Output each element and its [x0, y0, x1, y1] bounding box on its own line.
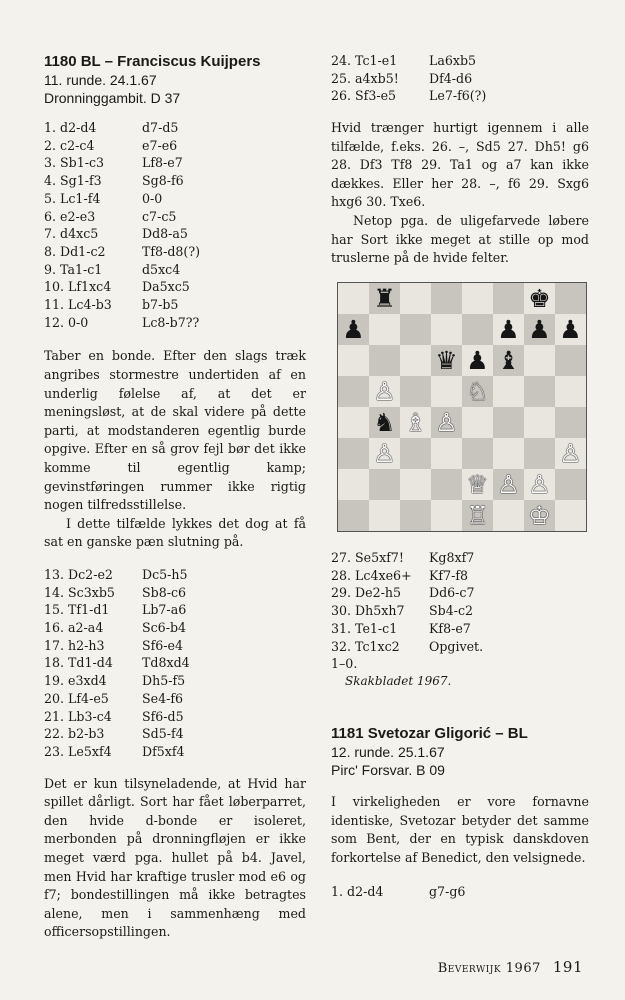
black-move: Df4-d6	[429, 70, 473, 86]
move-row	[331, 584, 589, 602]
white-move: 24. Tc1-e1	[331, 53, 398, 68]
black-move: Td8xd4	[142, 655, 190, 671]
white-move: 22. b2-b3	[44, 726, 105, 742]
move-row	[44, 566, 306, 584]
move-row	[331, 52, 589, 70]
board-square	[338, 376, 369, 407]
black-move: Df5xf4	[142, 744, 185, 759]
white-move: 21. Lb3-c4	[44, 708, 112, 724]
board-square	[555, 500, 586, 531]
move-row	[44, 743, 306, 761]
black-move: Dh5-f5	[142, 673, 186, 689]
move-row	[44, 619, 306, 637]
black-move: Dd6-c7	[429, 585, 475, 601]
board-square	[400, 469, 431, 500]
game-1181-opening: Pirc' Forsvar. B 09	[331, 761, 445, 778]
game-1180-title: 1180 BL – Franciscus Kuijpers	[44, 53, 261, 70]
chess-piece-g7: ♟	[528, 315, 551, 344]
black-move: La6xb5	[429, 53, 477, 68]
move-row	[44, 654, 306, 672]
black-move: Kf7-f8	[429, 567, 469, 583]
black-move: Dc5-h5	[142, 566, 188, 582]
right-column	[331, 52, 589, 268]
move-list-2	[44, 566, 306, 761]
chess-piece-e5: ♘	[466, 377, 489, 406]
game-1181-commentary: I virkeligheden er vore fornavne identiske, Svetozar betyder det samme som Bent, der en typisk danskdoven forkortelse af Benedict, den velsignede.	[331, 793, 589, 865]
board-square	[369, 314, 400, 345]
board-square	[493, 438, 524, 469]
commentary-5: Netop pga. de uligefarvede løbere har Sort ikke meget at stille op mod truslerne på de hvide felter.	[331, 213, 589, 266]
board-square	[493, 407, 524, 438]
black-move: Lb7-a6	[142, 602, 187, 618]
commentary-1: Taber en bonde. Efter den slags træk angribes stormestre undertiden af en underlig følelse af, at det er meningsløst, at de skal videre på dette parti, at modstanderen egentlig burde opgive. Efter en så grov fejl bør det ikke komme til egentlig kamp; gevinstføringen rummer ikke rigtig nogen tilfredsstillelse.	[44, 348, 306, 513]
page-footer	[438, 958, 583, 976]
black-move: Sg8-f6	[142, 173, 184, 189]
move-row	[44, 314, 306, 332]
board-square	[400, 376, 431, 407]
move-list-1	[44, 119, 306, 331]
board-square	[338, 407, 369, 438]
black-move: Sb4-c2	[429, 603, 474, 619]
board-square	[431, 438, 462, 469]
chess-piece-f6: ♝	[497, 346, 520, 375]
black-move: Sf6-e4	[142, 637, 184, 653]
board-square	[493, 376, 524, 407]
black-move: d5xc4	[142, 261, 181, 277]
chess-piece-b5: ♙	[373, 377, 396, 406]
black-move: c7-c5	[142, 208, 177, 224]
move-row	[331, 602, 589, 620]
move-row	[44, 278, 306, 296]
board-square	[369, 345, 400, 376]
black-move: d7-d5	[142, 120, 179, 135]
black-move: Sf6-d5	[142, 708, 184, 724]
move-row	[331, 638, 589, 656]
board-square	[338, 345, 369, 376]
commentary-2: I dette tilfælde lykkes det dog at få sat en ganske pæn slutning på.	[44, 515, 306, 550]
board-square	[431, 314, 462, 345]
black-move: Sd5-f4	[142, 726, 184, 742]
board-square	[369, 500, 400, 531]
board-square	[524, 438, 555, 469]
game-1181-round: 12. runde. 25.1.67	[331, 743, 445, 760]
move-row	[44, 690, 306, 708]
black-move: Kg8xf7	[429, 550, 475, 565]
game-1180-round: 11. runde. 24.1.67	[44, 72, 157, 88]
white-move: 32. Tc1xc2	[331, 638, 400, 654]
board-square	[400, 345, 431, 376]
chess-piece-b8: ♜	[373, 284, 396, 313]
chess-piece-e6: ♟	[466, 346, 489, 375]
commentary-4: Hvid trænger hurtigt igennem i alle tilfælde, f.eks. 26. –, Sd5 27. Dh5! g6 28. Df3 Tf8 29. Ta1 og a7 kan ikke dækkes. Eller her 28. –, f6 29. Sxg6 hxg6 30. Txe6.	[331, 120, 589, 210]
white-move: 12. 0-0	[44, 314, 89, 330]
white-move: 29. De2-h5	[331, 585, 401, 601]
chess-piece-a7: ♟	[342, 315, 365, 344]
game-1181-title: 1181 Svetozar Gligorić – BL	[331, 724, 528, 742]
move-row	[44, 243, 306, 261]
black-move: Sb8-c6	[142, 584, 187, 600]
white-move: 27. Se5xf7!	[331, 550, 404, 565]
chess-piece-b4: ♞	[373, 408, 396, 437]
right-column-lower	[331, 549, 589, 901]
board-square	[555, 469, 586, 500]
move-row	[44, 296, 306, 314]
chess-piece-h7: ♟	[559, 315, 582, 344]
white-move: 18. Td1-d4	[44, 655, 113, 671]
board-square	[369, 469, 400, 500]
board-square	[462, 314, 493, 345]
white-move: 13. Dc2-e2	[44, 566, 113, 582]
game-result: 1–0.	[331, 656, 358, 672]
chess-piece-d4: ♙	[435, 408, 458, 437]
board-square	[524, 407, 555, 438]
white-move: 19. e3xd4	[44, 673, 107, 689]
white-move: 3. Sb1-c3	[44, 155, 105, 171]
board-square	[462, 283, 493, 314]
move-row	[44, 672, 306, 690]
board-square	[431, 283, 462, 314]
white-move: 20. Lf4-e5	[44, 690, 109, 706]
white-move: 26. Sf3-e5	[331, 88, 397, 104]
move-row	[44, 584, 306, 602]
black-move: Se4-f6	[142, 690, 184, 706]
game-1181-move-list	[331, 883, 589, 901]
chess-piece-g8: ♚	[528, 284, 551, 313]
white-move: 15. Tf1-d1	[44, 602, 110, 618]
move-row	[44, 190, 306, 208]
move-row	[44, 708, 306, 726]
board-square	[400, 283, 431, 314]
black-move: Opgivet.	[429, 638, 484, 654]
white-move: 1. d2-d4	[44, 120, 97, 135]
board-square	[555, 345, 586, 376]
source-citation: Skakbladet 1967.	[345, 673, 452, 688]
black-move: Sc6-b4	[142, 620, 187, 636]
page-number: 191	[552, 958, 583, 976]
move-list-3	[331, 52, 589, 105]
white-move: 5. Lc1-f4	[44, 190, 101, 206]
white-move: 23. Le5xf4	[44, 744, 112, 759]
move-row	[331, 620, 589, 638]
black-move: 0-0	[142, 190, 163, 206]
white-move: 6. e2-e3	[44, 208, 96, 224]
white-move: 10. Lf1xc4	[44, 279, 112, 295]
board-square	[462, 407, 493, 438]
chess-piece-f7: ♟	[497, 315, 520, 344]
board-square	[462, 438, 493, 469]
white-move: 31. Te1-c1	[331, 620, 398, 636]
chess-diagram	[337, 282, 587, 532]
board-square	[338, 283, 369, 314]
white-move: 1. d2-d4	[331, 884, 384, 900]
chess-piece-h3: ♙	[559, 439, 582, 468]
chess-piece-e1: ♖	[466, 501, 489, 530]
left-column	[44, 52, 306, 942]
white-move: 11. Lc4-b3	[44, 297, 112, 313]
board-square	[338, 500, 369, 531]
move-row	[44, 119, 306, 137]
black-move: Kf8-e7	[429, 620, 471, 636]
move-row	[44, 172, 306, 190]
board-square	[431, 376, 462, 407]
black-move: b7-b5	[142, 297, 179, 313]
chess-piece-f2: ♙	[497, 470, 520, 499]
chess-piece-g2: ♙	[528, 470, 551, 499]
chess-piece-g1: ♔	[528, 501, 551, 530]
board-square	[431, 500, 462, 531]
commentary-3: Det er kun tilsyneladende, at Hvid har spillet dårligt. Sort har fået løberparret, den hvide d-bonde er isoleret, merbonden på dronningfløjen er ikke meget værd pga. hullet på b4. Javel, men Hvid har kraftige trusler mod e6 og f7; bondestillingen må ikke betragtes alene, men i sammenhæng med officersopstillingen.	[44, 775, 306, 940]
board-square	[400, 438, 431, 469]
move-row	[331, 549, 589, 567]
chess-piece-d6: ♛	[435, 346, 458, 375]
move-row	[44, 261, 306, 279]
board-square	[493, 500, 524, 531]
black-move: Dd8-a5	[142, 226, 188, 242]
board-square	[524, 376, 555, 407]
black-move: Le7-f6(?)	[429, 88, 487, 104]
white-move: 16. a2-a4	[44, 620, 104, 636]
board-square	[555, 407, 586, 438]
game-1180-opening: Dronninggambit. D 37	[44, 90, 181, 106]
white-move: 14. Sc3xb5	[44, 584, 115, 600]
move-row	[331, 70, 589, 88]
move-row	[44, 154, 306, 172]
move-row	[44, 601, 306, 619]
white-move: 30. Dh5xh7	[331, 603, 405, 619]
white-move: 8. Dd1-c2	[44, 243, 106, 259]
black-move: Da5xc5	[142, 279, 190, 295]
white-move: 25. a4xb5!	[331, 70, 399, 86]
white-move: 7. d4xc5	[44, 226, 99, 242]
move-list-4	[331, 549, 589, 655]
move-row	[44, 725, 306, 743]
running-head: Beverwijk 1967	[437, 961, 541, 976]
black-move: Tf8-d8(?)	[142, 243, 200, 259]
white-move: 9. Ta1-c1	[44, 261, 103, 277]
board-square	[400, 500, 431, 531]
white-move: 4. Sg1-f3	[44, 173, 102, 189]
board-square	[555, 376, 586, 407]
board-square	[338, 469, 369, 500]
move-row	[331, 567, 589, 585]
chess-piece-b3: ♙	[373, 439, 396, 468]
black-move: e7-e6	[142, 137, 178, 153]
board-square	[400, 314, 431, 345]
move-row	[44, 208, 306, 226]
board-square	[524, 345, 555, 376]
black-move: Lc8-b7??	[142, 314, 200, 330]
white-move: 2. c2-c4	[44, 137, 95, 153]
move-row	[44, 137, 306, 155]
move-row	[44, 637, 306, 655]
white-move: 17. h2-h3	[44, 637, 105, 653]
black-move: Lf8-e7	[142, 155, 183, 171]
move-row	[331, 87, 589, 105]
move-row	[331, 883, 589, 901]
board-square	[555, 283, 586, 314]
chess-piece-e2: ♕	[466, 470, 489, 499]
black-move: g7-g6	[429, 884, 466, 900]
move-row	[44, 225, 306, 243]
chess-piece-c4: ♗	[404, 408, 427, 437]
board-square	[493, 283, 524, 314]
board-square	[431, 469, 462, 500]
white-move: 28. Lc4xe6+	[331, 567, 412, 583]
board-square	[338, 438, 369, 469]
